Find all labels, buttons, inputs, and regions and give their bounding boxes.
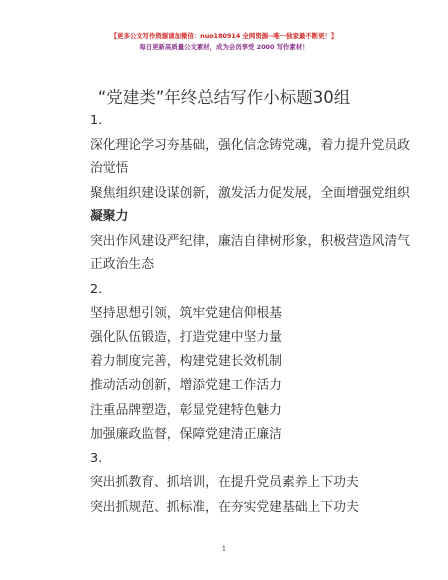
- section-number-1: 1.: [90, 113, 103, 128]
- section-2-line-6: 加强廉政监督，保障党建清正廉洁: [90, 427, 282, 442]
- promo-banner-line-1: 【更多公文写作资源请加微信：nuo180914 全网资源--唯一独家最不断更！】: [110, 32, 338, 40]
- section-3-line-2: 突出抓规范、抓标准，在夯实党建基础上下功夫: [90, 500, 359, 515]
- section-2-line-5: 注重品牌塑造，彰显党建特色魅力: [90, 403, 282, 418]
- section-1-line-5: 突出作风建设严纪律，廉洁自律树形象，积极营造风清气: [90, 234, 410, 249]
- section-1-line-3: 聚焦组织建设谋创新，激发活力促发展，全面增强党组织: [90, 186, 410, 201]
- section-number-2: 2.: [90, 282, 103, 297]
- promo-banner-line-2: 每日更新高质量公文素材，成为会员享受 2000 写作素材！: [139, 43, 309, 51]
- section-1-line-2: 治觉悟: [90, 161, 129, 176]
- section-1-line-1: 深化理论学习夯基础，强化信念铸党魂，着力提升党员政: [90, 138, 410, 153]
- section-number-3: 3.: [90, 451, 103, 466]
- section-2-line-3: 着力制度完善，构建党建长效机制: [90, 354, 282, 369]
- page-number: 1: [221, 545, 227, 553]
- section-2-line-1: 坚持思想引领，筑牢党建信仰根基: [90, 306, 282, 321]
- section-2-line-2: 强化队伍锻造，打造党建中坚力量: [90, 330, 282, 345]
- section-3-line-1: 突出抓教育、抓培训，在提升党员素养上下功夫: [90, 475, 359, 490]
- section-1-line-6: 正政治生态: [90, 257, 154, 272]
- section-2-line-4: 推动活动创新，增添党建工作活力: [90, 378, 282, 393]
- section-1-line-4: 凝聚力: [90, 209, 129, 224]
- document-title: “党建类”年终总结写作小标题30组: [97, 88, 351, 107]
